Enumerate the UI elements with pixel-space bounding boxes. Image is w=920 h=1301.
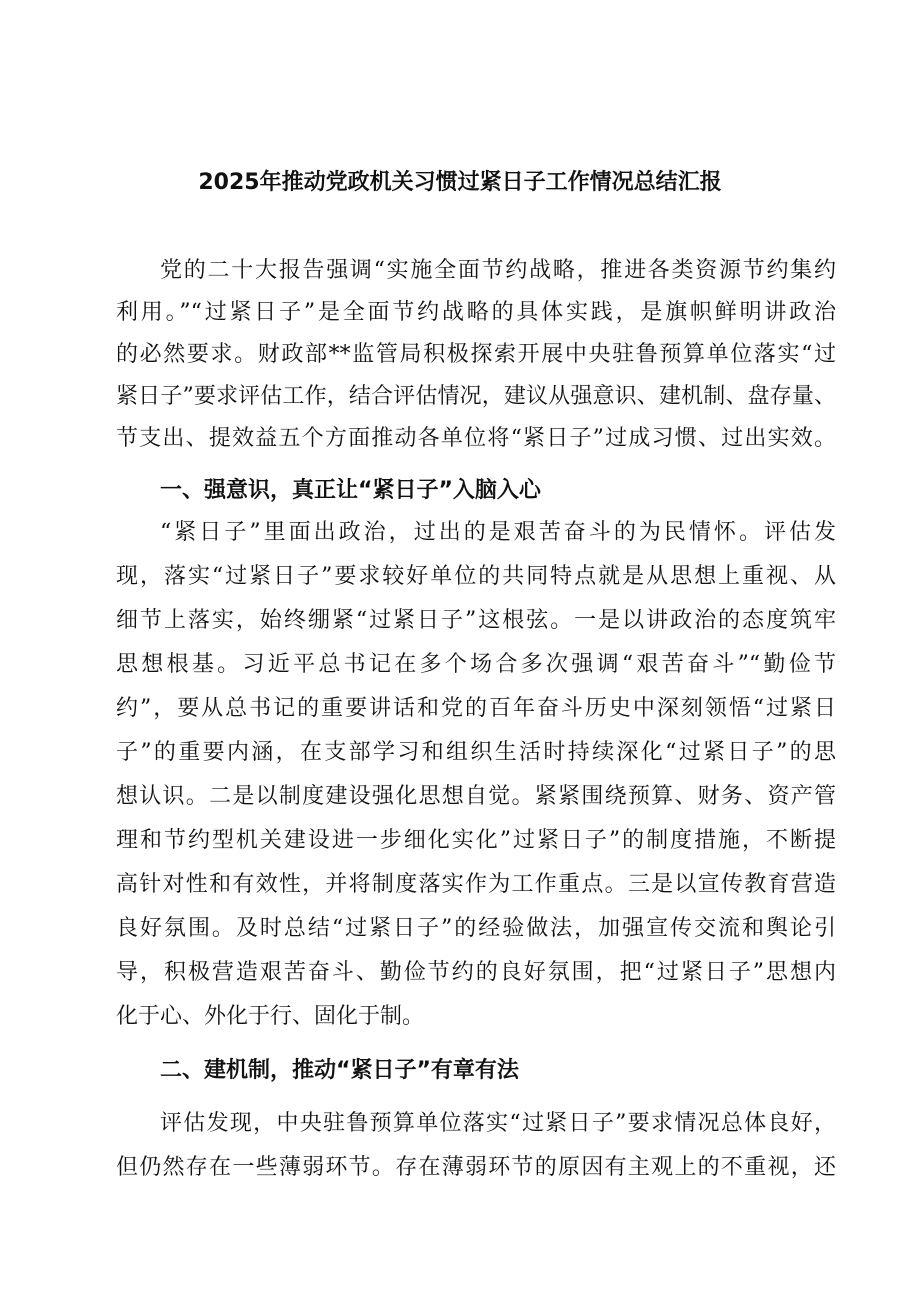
section-2-line: 但仍然存在一些薄弱环节。存在薄弱环节的原因有主观上的不重视，还: [116, 1155, 836, 1180]
section-1-line: 导，积极营造艰苦奋斗、勤俭节约的良好氛围，把“过紧日子”思想内: [116, 960, 836, 985]
section-1-line: 子”的重要内涵，在支部学习和组织生活时持续深化“过紧日子”的思: [116, 740, 836, 765]
section-1-line: 现，落实“过紧日子”要求较好单位的共同特点就是从思想上重视、从: [116, 564, 836, 589]
section-1-line: 化于心、外化于行、固化于制。: [116, 1004, 425, 1029]
section-1-line: 高针对性和有效性，并将制度落实作为工作重点。三是以宣传教育营造: [116, 872, 836, 897]
intro-line: 利用。”“过紧日子”是全面节约战略的具体实践，是旗帜鲜明讲政治: [116, 300, 836, 325]
intro-line: 紧日子”要求评估工作，结合评估情况，建议从强意识、建机制、盘存量、: [116, 384, 836, 409]
section-1-line: 理和节约型机关建设进一步细化实化”过紧日子”的制度措施，不断提: [116, 828, 836, 853]
document-title: 2025年推动党政机关习惯过紧日子工作情况总结汇报: [198, 170, 722, 195]
intro-line: 党的二十大报告强调“实施全面节约战略，推进各类资源节约集约: [160, 258, 836, 283]
section-1-line: 想认识。二是以制度建设强化思想自觉。紧紧围绕预算、财务、资产管: [116, 784, 836, 809]
section-2-heading: 二、建机制，推动“紧日子”有章有法: [160, 1058, 519, 1083]
section-1-heading: 一、强意识，真正让“紧日子”入脑入心: [160, 478, 541, 503]
section-1-line: 约”，要从总书记的重要讲话和党的百年奋斗历史中深刻领悟“过紧日: [116, 696, 836, 721]
section-1-line: 细节上落实，始终绷紧“过紧日子”这根弦。一是以讲政治的态度筑牢: [116, 608, 836, 633]
section-1-line: 思想根基。习近平总书记在多个场合多次强调“艰苦奋斗”“勤俭节: [116, 652, 836, 677]
intro-line: 节支出、提效益五个方面推动各单位将“紧日子”过成习惯、过出实效。: [116, 426, 836, 451]
intro-line: 的必然要求。财政部**监管局积极探索开展中央驻鲁预算单位落实“过: [116, 342, 836, 367]
section-1-line: “紧日子”里面出政治，过出的是艰苦奋斗的为民情怀。评估发: [160, 520, 836, 545]
section-2-line: 评估发现，中央驻鲁预算单位落实“过紧日子”要求情况总体良好，: [160, 1111, 836, 1136]
section-1-line: 良好氛围。及时总结“过紧日子”的经验做法，加强宣传交流和舆论引: [116, 916, 836, 941]
